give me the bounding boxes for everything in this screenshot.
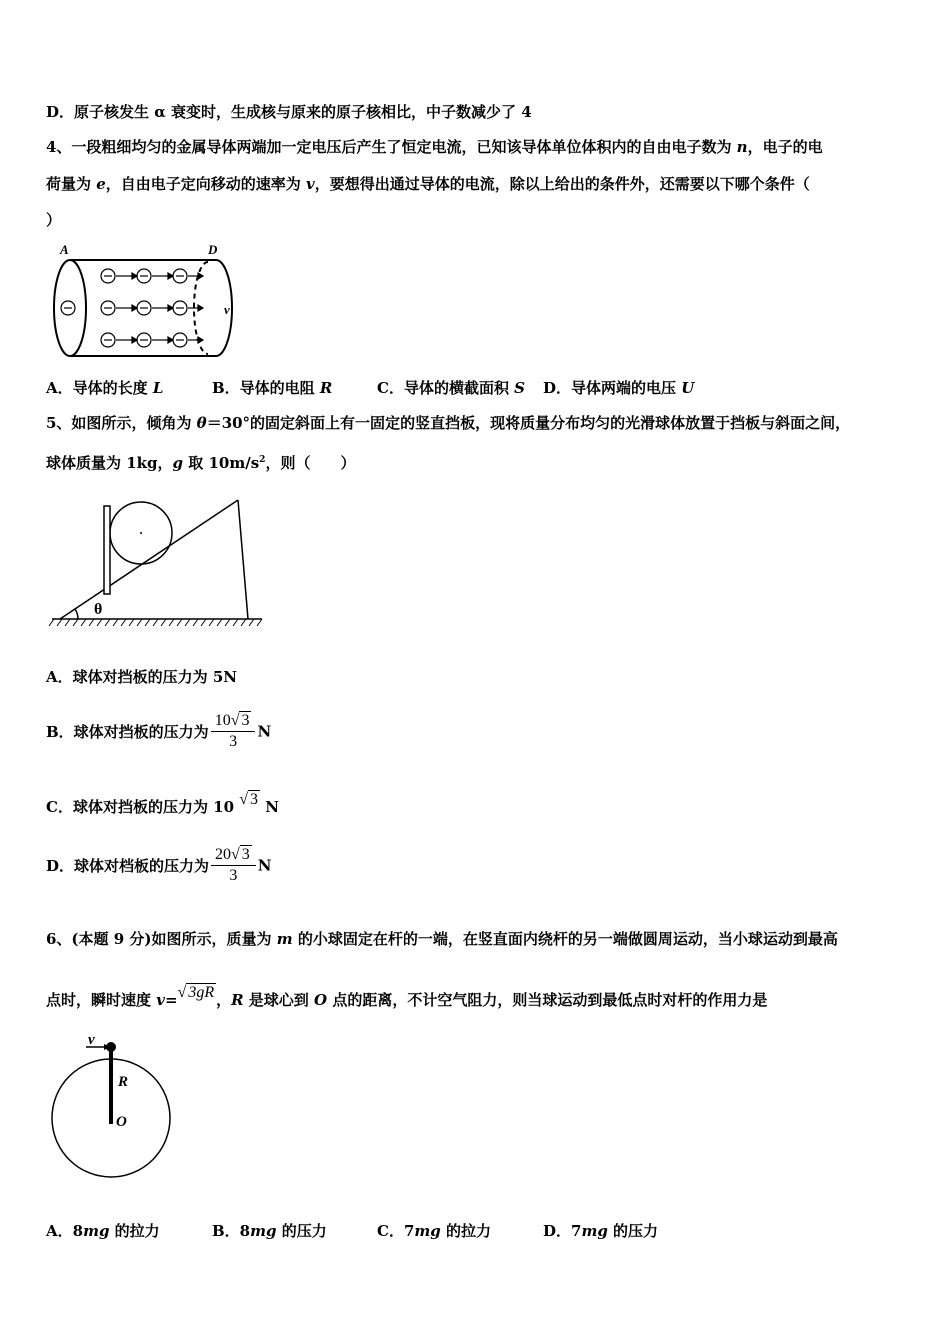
q6-option-b-prefix: B．8 [212,1222,251,1240]
q6-text: ， [216,991,232,1009]
q4-text: 荷量为 [46,175,97,193]
q6-option-b-suffix: 的压力 [276,1222,327,1240]
q6-option-c-prefix: C．7 [377,1222,415,1240]
angle-arc [75,609,78,619]
q4-option-d-text: D．导体两端的电压 [543,379,682,397]
q5-option-d-num: 20 [215,846,232,863]
q4-option-a-text: A．导体的长度 [46,379,153,397]
q4-text: ） [46,211,62,229]
q5-superscript: 2 [259,455,266,465]
label-R: R [118,1074,129,1090]
q6-option-b[interactable] [212,1221,327,1241]
q6-text: 是球心到 [243,991,315,1009]
q5-text: ＝30°的固定斜面上有一固定的竖直挡板，现将质量分布均匀的光滑球体放置于挡板与斜面之间， [206,414,851,432]
q5-option-c[interactable] [46,791,279,818]
q4-text: ，电子的电 [747,138,823,156]
label-v: v [224,302,230,317]
q6-stem-line1 [46,929,838,949]
ball-center [140,532,142,534]
q4-text: ，要想得出通过导体的电流，除以上给出的条件外，还需要以下哪个条件（ [314,175,810,193]
q4-option-c[interactable] [377,378,525,398]
q5-option-a[interactable] [46,667,237,687]
q4-var-v: v [306,175,315,193]
q5-option-d-den: 3 [229,867,238,884]
circular-motion-figure [48,1034,178,1184]
q6-option-d-prefix: D．7 [543,1222,582,1240]
vertical-board [104,506,110,594]
q5-option-c-unit: N [265,798,279,816]
q6-eq: = [164,991,178,1009]
q6-option-d-var: mg [581,1222,608,1240]
q6-option-a-var: mg [83,1222,110,1240]
drift-arrows [116,273,203,343]
q4-text: 4、一段粗细均匀的金属导体两端加一定电压后产生了恒定电流，已知该导体单位体积内的自由电子数为 [46,138,737,156]
q5-text: ，则（ ） [265,454,356,472]
incline-figure [48,482,268,632]
q6-option-a-suffix: 的拉力 [109,1222,160,1240]
q5-option-b[interactable] [46,711,271,752]
q4-var-e: e [96,175,106,193]
label-O: O [116,1114,127,1130]
label-d: D [208,242,218,257]
q5-var-g: g [172,454,184,472]
q6-stem-line2 [46,984,768,1011]
q4-option-b-var: R [319,379,333,397]
q5-text: 5、如图所示，倾角为 [46,414,197,432]
q6-option-a-prefix: A．8 [46,1222,84,1240]
q5-stem-line2 [46,450,355,473]
label-v: v [88,1034,95,1048]
incline-back [238,500,248,619]
ground-hatch [49,619,262,626]
q6-var-O: O [314,991,328,1009]
q6-var-m: m [276,930,293,948]
q6-text: 的小球固定在杆的一端，在竖直面内绕杆的另一端做圆周运动，当小球运动到最高 [292,930,838,948]
q5-option-a-text: A．球体对挡板的压力为 5N [46,668,238,686]
theta-label: θ [94,601,103,618]
q4-option-a[interactable] [46,378,163,398]
q5-stem-line1 [46,413,850,433]
q4-stem-line1 [46,137,823,157]
q4-stem-line2 [46,174,810,194]
q6-option-a[interactable] [46,1221,160,1241]
q3-option-d [46,102,532,122]
q6-var-R: R [231,991,244,1009]
q4-stem-line3 [46,210,61,230]
q5-option-c-rad: 3 [250,791,259,808]
q6-velocity-rad: 3gR [188,984,215,1001]
conductor-figure [48,240,238,360]
q4-option-a-var: L [152,379,164,397]
q6-option-c-var: mg [414,1222,441,1240]
q5-option-b-unit: N [257,722,272,741]
q5-option-b-fraction: $\frac{10√ 3}{3}$ [211,711,256,752]
q6-option-b-var: mg [250,1222,277,1240]
q6-option-c-suffix: 的拉力 [440,1222,491,1240]
q6-velocity-sqrt: √ 3gR [177,984,215,1001]
q6-option-d-suffix: 的压力 [607,1222,659,1240]
q6-option-c[interactable] [377,1221,491,1241]
q5-option-b-num: 10 [214,712,231,729]
q5-option-c-sqrt: √ 3 [239,791,259,808]
q5-option-d-rad: 3 [241,846,250,863]
q5-option-d[interactable] [46,845,272,886]
q5-option-d-text: D．球体对档板的压力为 [46,857,210,875]
q5-option-b-rad: 3 [241,712,250,729]
q4-option-d-var: U [681,379,695,397]
q5-option-b-den: 3 [229,733,238,750]
q5-text: 取 10m/s [183,454,260,472]
q6-option-d[interactable] [543,1221,658,1241]
q4-option-c-text: C．导体的横截面积 [377,379,515,397]
q5-var-theta: θ [196,414,207,432]
q5-option-d-fraction: $\frac{20√ 3}{3}$ [211,845,256,886]
q6-text: 点时，瞬时速度 [46,991,157,1009]
q4-text: ，自由电子定向移动的速率为 [105,175,307,193]
q5-option-b-text: B．球体对挡板的压力为 [46,723,209,741]
q4-option-b-text: B．导体的电阻 [212,379,320,397]
q6-var-v: v [156,991,165,1009]
q5-text: 球体质量为 1kg， [46,454,173,472]
q4-option-c-var: S [514,379,526,397]
q3-option-d-text: D．原子核发生 α 衰变时，生成核与原来的原子核相比，中子数减少了 4 [46,103,532,121]
q4-option-d[interactable] [543,378,694,398]
incline-surface [60,500,238,619]
q6-text: 6、(本题 9 分)如图所示，质量为 [46,930,277,948]
q4-option-b[interactable] [212,378,332,398]
label-a: A [60,242,69,257]
q4-var-n: n [736,138,748,156]
q5-option-c-text: C．球体对挡板的压力为 10 [46,798,240,816]
q5-option-d-unit: N [257,856,272,875]
q6-text: 点的距离，不计空气阻力，则当球运动到最低点时对杆的作用力是 [327,991,768,1009]
